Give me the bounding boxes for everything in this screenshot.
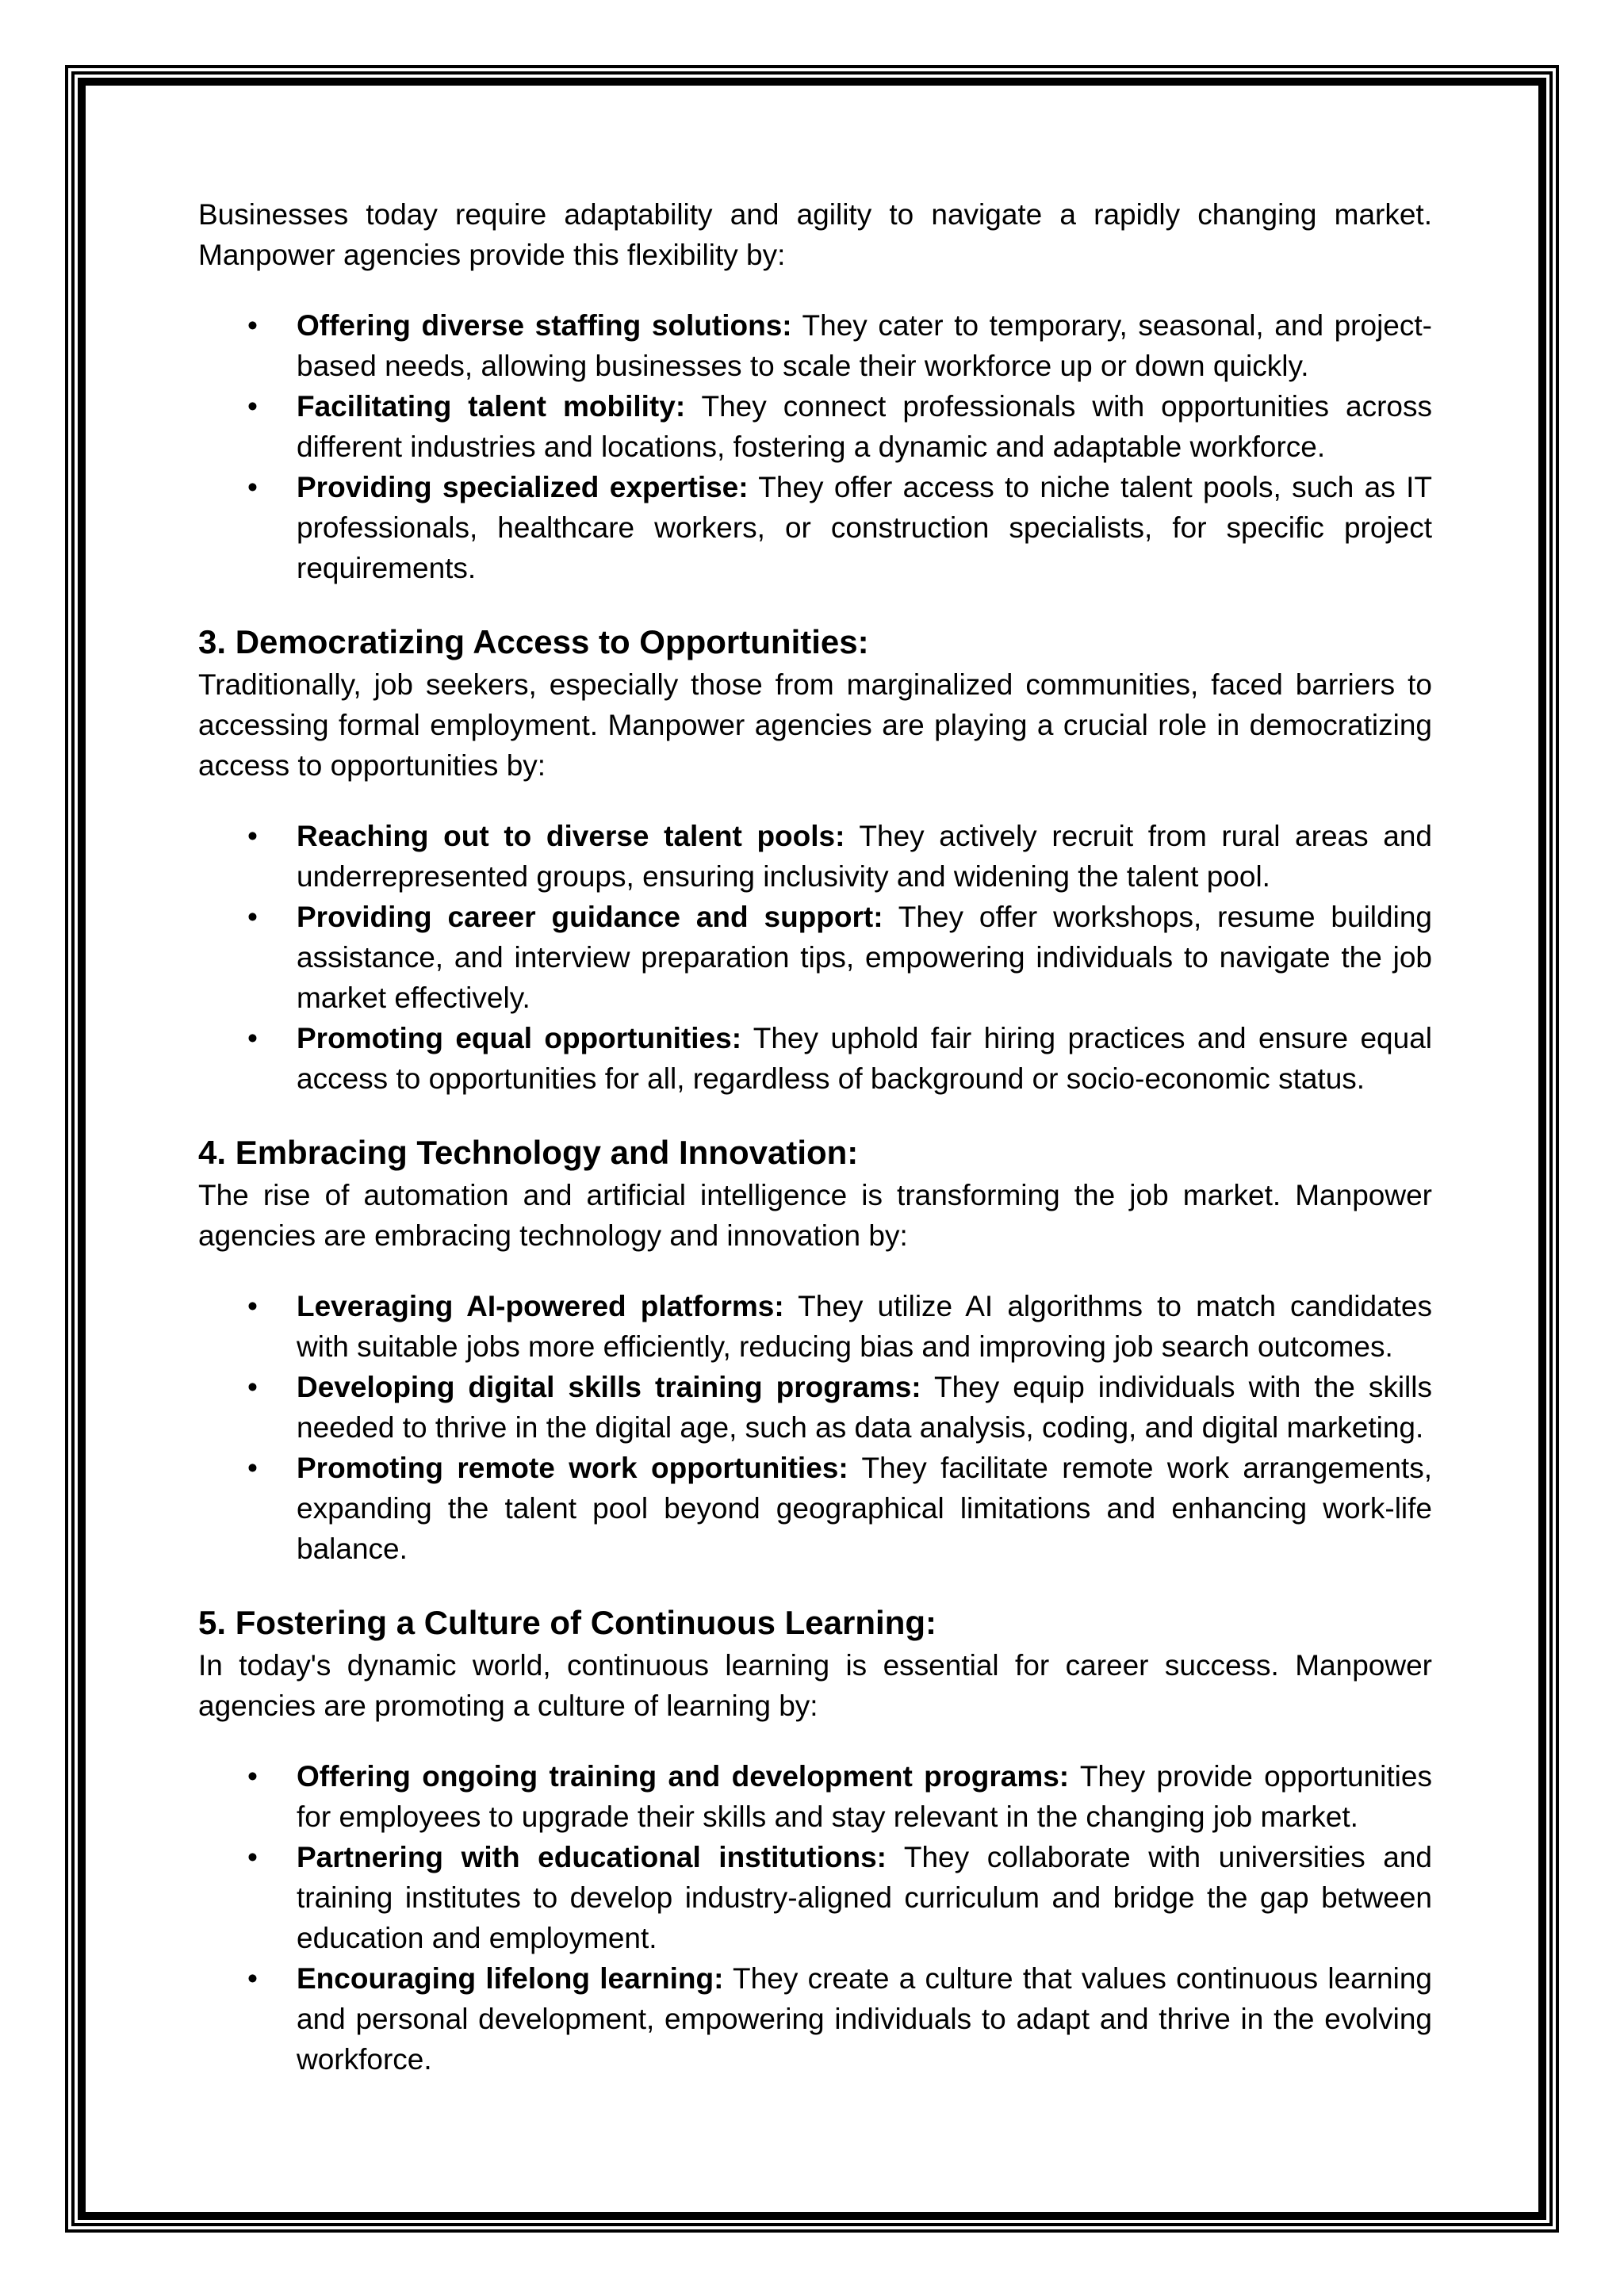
list-item-text: They uphold fair hiring practices and ensure equal access to opportunities for all, regardless of background or socio-economic status. [297,1022,1432,1095]
bullet-icon: • [247,1962,258,1995]
list-item-term: Offering diverse staffing solutions: [297,309,792,342]
list-item [198,1367,1432,1448]
list-item [198,1958,1432,2080]
list-item-term: Partnering with educational institutions: [297,1841,887,1873]
bullet-icon: • [247,309,258,342]
list-item [198,897,1432,1018]
bullet-icon: • [247,1022,258,1054]
list-item [198,1837,1432,1958]
list-item [198,816,1432,897]
bullet-icon: • [247,901,258,933]
list-item [198,1756,1432,1837]
bullet-icon: • [247,1760,258,1793]
list-item-text: They actively recruit from rural areas and underrepresented groups, ensuring inclusivity and widening the talent pool. [297,820,1432,893]
section-heading: 4. Embracing Technology and Innovation: [198,1134,859,1171]
intro-paragraph: Businesses today require adaptability and agility to navigate a rapidly changing market. Manpower agencies provide this flexibility by: [198,198,1432,271]
list-item-term: Leveraging AI-powered platforms: [297,1290,784,1322]
bullet-icon: • [247,1371,258,1403]
list-item [198,305,1432,386]
intro-list [198,305,1432,588]
bullet-icon: • [247,390,258,423]
list-item-term: Facilitating talent mobility: [297,390,686,423]
section-list [198,1756,1432,2080]
section-heading: 3. Democratizing Access to Opportunities: [198,623,869,660]
list-item-term: Offering ongoing training and development programs: [297,1760,1070,1793]
section-paragraph: In today's dynamic world, continuous learning is essential for career success. Manpower agencies are promoting a culture of learning by: [198,1649,1432,1722]
list-item-text: They equip individuals with the skills needed to thrive in the digital age, such as data analysis, coding, and digital marketing. [297,1371,1432,1444]
list-item [198,467,1432,588]
list-item-term: Promoting remote work opportunities: [297,1452,848,1484]
list-item-term: Reaching out to diverse talent pools: [297,820,845,852]
bullet-icon: • [247,1290,258,1322]
section-paragraph: The rise of automation and artificial intelligence is transforming the job market. Manpower agencies are embracing technology and innovation by: [198,1179,1432,1252]
section-list [198,816,1432,1099]
list-item-text: They connect professionals with opportunities across different industries and locations, fostering a dynamic and adaptable workforce. [297,390,1432,463]
bullet-icon: • [247,1841,258,1873]
section-heading: 5. Fostering a Culture of Continuous Learning: [198,1604,936,1641]
list-item-term: Developing digital skills training programs: [297,1371,921,1403]
list-item-text: They cater to temporary, seasonal, and project-based needs, allowing businesses to scale their workforce up or down quickly. [297,309,1432,382]
list-item-text: They create a culture that values continuous learning and personal development, empowering individuals to adapt and thrive in the evolving workforce. [297,1962,1432,2076]
list-item [198,1018,1432,1099]
list-item-text: They collaborate with universities and training institutes to develop industry-aligned curriculum and bridge the gap between education and employment. [297,1841,1432,1954]
list-item [198,1448,1432,1569]
bullet-icon: • [247,1452,258,1484]
list-item-term: Encouraging lifelong learning: [297,1962,724,1995]
list-item [198,1286,1432,1367]
list-item-term: Providing specialized expertise: [297,471,749,503]
section-list [198,1286,1432,1569]
bullet-icon: • [247,820,258,852]
list-item-term: Providing career guidance and support: [297,901,883,933]
list-item [198,386,1432,467]
document-body [198,194,1432,2080]
bullet-icon: • [247,471,258,503]
list-item-text: They provide opportunities for employees to upgrade their skills and stay relevant in the changing job market. [297,1760,1432,1833]
list-item-text: They facilitate remote work arrangements, expanding the talent pool beyond geographical limitations and enhancing work-life balance. [297,1452,1432,1565]
section-paragraph: Traditionally, job seekers, especially those from marginalized communities, faced barriers to accessing formal employment. Manpower agencies are playing a crucial role in democratizing access to opportunities by: [198,668,1432,782]
list-item-text: They offer access to niche talent pools, such as IT professionals, healthcare workers, or construction specialists, for specific project requirements. [297,471,1432,584]
list-item-term: Promoting equal opportunities: [297,1022,742,1054]
list-item-text: They offer workshops, resume building assistance, and interview preparation tips, empowering individuals to navigate the job market effectively. [297,901,1432,1014]
list-item-text: They utilize AI algorithms to match candidates with suitable jobs more efficiently, reducing bias and improving job search outcomes. [297,1290,1433,1363]
